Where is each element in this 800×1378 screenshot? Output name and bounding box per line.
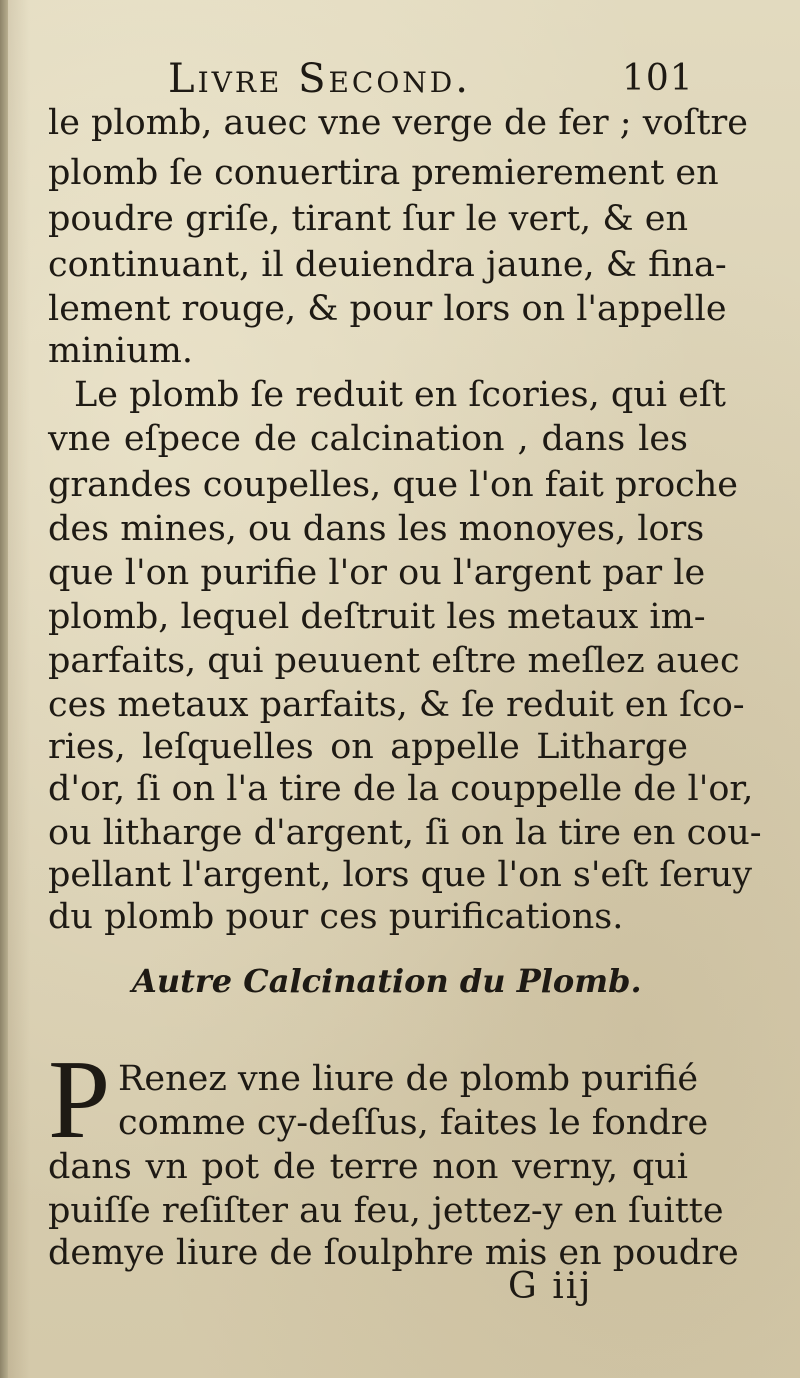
drop-cap-initial: P xyxy=(48,1038,111,1162)
text-line: ries, leſquelles on appelle Litharge xyxy=(48,727,688,767)
text-line: comme cy-deſſus, faites le fondre xyxy=(118,1103,709,1143)
page-gutter-shadow xyxy=(0,0,8,1378)
text-line: continuant, il deuiendra jaune, & fina- xyxy=(48,245,727,285)
signature-mark: G iij xyxy=(508,1266,593,1307)
text-line: ces metaux parfaits, & ſe reduit en ſco- xyxy=(48,685,745,725)
text-line: Renez vne liure de plomb purifié xyxy=(118,1059,699,1099)
text-line: des mines, ou dans les monoyes, lors xyxy=(48,509,705,549)
text-line: plomb ſe conuertira premierement en xyxy=(48,153,719,193)
text-line: que l'on purifie l'or ou l'argent par le xyxy=(48,553,706,593)
text-line: dans vn pot de terre non verny, qui xyxy=(48,1147,688,1187)
text-line: demye liure de ſoulphre mis en poudre xyxy=(48,1233,739,1273)
text-line: lement rouge, & pour lors on l'appelle xyxy=(48,289,727,329)
text-line: du plomb pour ces purifications. xyxy=(48,897,624,937)
text-line: puiſſe reſiſter au feu, jettez-y en ſuitte xyxy=(48,1191,724,1231)
page-number: 101 xyxy=(622,58,694,99)
text-line: minium. xyxy=(48,331,193,371)
running-head: Livre Second. xyxy=(168,56,471,102)
text-line: plomb, lequel deſtruit les metaux im- xyxy=(48,597,706,637)
section-heading: Autre Calcination du Plomb. xyxy=(132,962,642,1000)
text-line: le plomb, auec vne verge de fer ; voſtre xyxy=(48,103,748,143)
text-line: d'or, ſi on l'a tire de la couppelle de l'or, xyxy=(48,769,754,809)
text-line: poudre griſe, tirant ſur le vert, & en xyxy=(48,199,688,239)
text-line: vne eſpece de calcination , dans les xyxy=(48,419,688,459)
page-header xyxy=(0,48,800,102)
text-line: ou litharge d'argent, ſi on la tire en cou- xyxy=(48,813,762,853)
text-line: parfaits, qui peuuent eſtre meſlez auec xyxy=(48,641,740,681)
text-line: Le plomb ſe reduit en ſcories, qui eſt xyxy=(74,375,726,415)
text-line: grandes coupelles, que l'on fait proche xyxy=(48,465,739,505)
text-line: pellant l'argent, lors que l'on s'eſt ſeruy xyxy=(48,855,753,895)
